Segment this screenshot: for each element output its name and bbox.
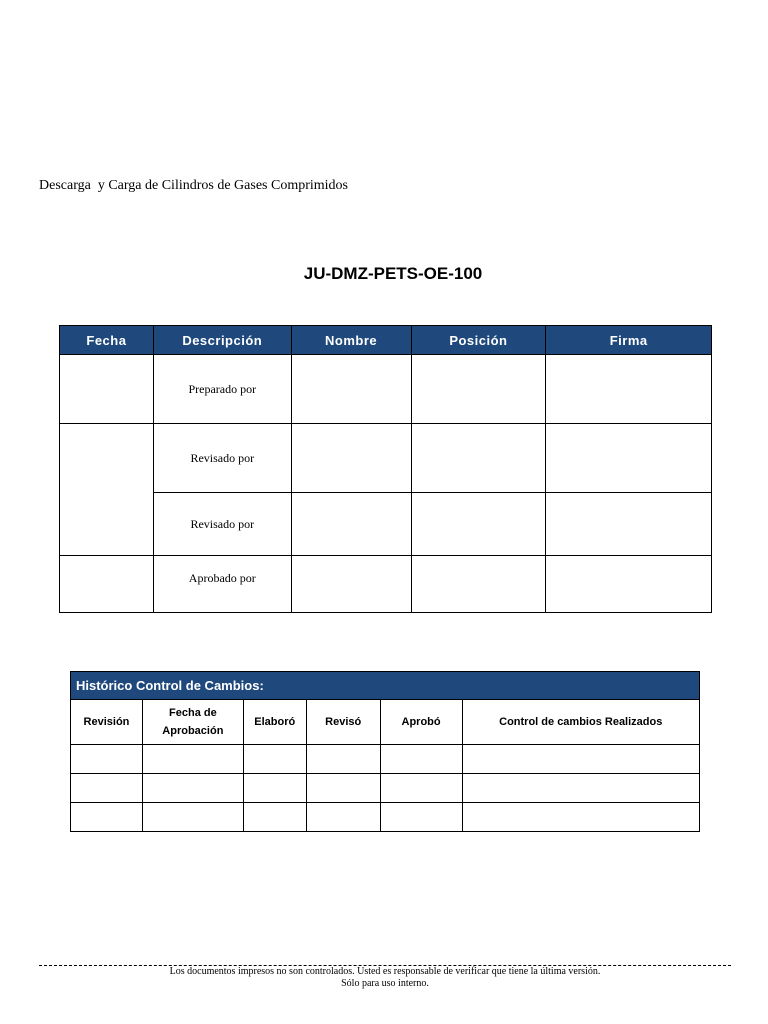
cell (243, 774, 306, 803)
cell (306, 803, 380, 832)
cell (380, 774, 462, 803)
firma-cell (546, 556, 712, 613)
cell (462, 803, 700, 832)
history-title-row (71, 672, 700, 700)
cell (71, 774, 143, 803)
posicion-cell (411, 355, 546, 424)
fecha-cell (60, 355, 154, 424)
header-revision: Revisión (71, 700, 143, 745)
header-fecha-aprobacion-line1: Fecha de (169, 707, 217, 719)
fecha-cell (60, 556, 154, 613)
cell (142, 803, 243, 832)
firma-cell (546, 424, 712, 493)
table-row (60, 556, 712, 613)
header-fecha: Fecha (60, 326, 154, 355)
header-reviso: Revisó (306, 700, 380, 745)
posicion-cell (411, 556, 546, 613)
header-nombre: Nombre (291, 326, 411, 355)
cell (243, 745, 306, 774)
firma-cell (546, 355, 712, 424)
nombre-cell (291, 493, 411, 556)
cell (306, 745, 380, 774)
footer-internal-use: Sólo para uso interno. (341, 978, 429, 989)
nombre-cell (291, 424, 411, 493)
table-row (71, 774, 700, 803)
cell (142, 774, 243, 803)
header-control-cambios: Control de cambios Realizados (462, 700, 700, 745)
cell (243, 803, 306, 832)
history-title: Histórico Control de Cambios: (71, 672, 700, 700)
footer-disclaimer: Los documentos impresos no son controlados. Usted es responsable de verificar que tiene la última versión. (169, 966, 601, 977)
header-fecha-aprobacion-line2: Aprobación (162, 725, 224, 737)
nombre-cell (291, 556, 411, 613)
document-code: JU-DMZ-PETS-OE-100 (303, 264, 483, 283)
nombre-cell (291, 355, 411, 424)
table-row (71, 745, 700, 774)
description-cell: Revisado por (153, 493, 291, 556)
cell (142, 745, 243, 774)
posicion-cell (411, 424, 546, 493)
posicion-cell (411, 493, 546, 556)
table-row (71, 803, 700, 832)
cell (71, 745, 143, 774)
change-history-table (70, 671, 700, 832)
firma-cell (546, 493, 712, 556)
approvals-header-row (60, 326, 712, 355)
cell (462, 774, 700, 803)
description-cell: Aprobado por (153, 556, 291, 613)
description-cell: Revisado por (153, 424, 291, 493)
history-header-row (71, 700, 700, 745)
cell (380, 803, 462, 832)
table-row (60, 424, 712, 493)
header-descripcion: Descripción (153, 326, 291, 355)
cell (71, 803, 143, 832)
document-title: Descarga y Carga de Cilindros de Gases Comprimidos (39, 178, 348, 193)
table-row (60, 493, 712, 556)
footer (39, 966, 731, 990)
description-cell: Preparado por (153, 355, 291, 424)
cell (462, 745, 700, 774)
header-posicion: Posición (411, 326, 546, 355)
cell (380, 745, 462, 774)
header-elaboro: Elaboró (243, 700, 306, 745)
header-firma: Firma (546, 326, 712, 355)
fecha-cell (60, 424, 154, 556)
cell (306, 774, 380, 803)
table-row (60, 355, 712, 424)
header-aprobo: Aprobó (380, 700, 462, 745)
header-fecha-aprobacion (142, 700, 243, 745)
approvals-table (59, 325, 712, 613)
